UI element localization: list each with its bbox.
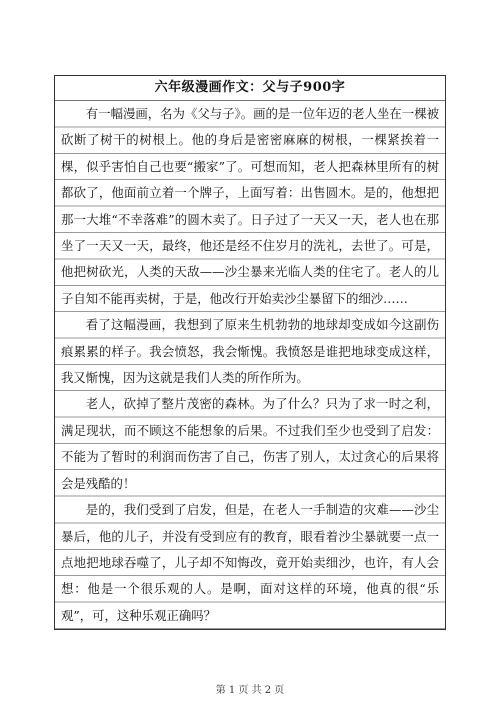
paragraph-4: 是的，我们受到了启发，但是，在老人一手制造的灾难——沙尘暴后，他的儿子，并没有受到应有的教育，眼看着沙尘暴就要一点一点地把地球吞噬了，儿子却不知悔改，竟开始卖细沙，也许，有人会想：他是一个很乐观的人。是啊，面对这样的环境，他真的很“乐观”，可，这种乐观正确吗？ (55, 497, 445, 629)
essay-sheet (54, 75, 446, 630)
essay-title: 六年级漫画作文：父与子900字 (55, 76, 445, 101)
paragraph-2: 看了这幅漫画，我想到了原来生机勃勃的地球却变成如今这副伤痕累累的样子。我会愤怒，我会惭愧。我愤怒是谁把地球变成这样，我又惭愧，因为这就是我们人类的所作所为。 (55, 312, 445, 391)
paragraph-3: 老人，砍掉了整片茂密的森林。为了什么？只为了求一时之利，满足现状，而不顾这不能想象的后果。不过我们至少也受到了启发：不能为了暂时的利润而伤害了自己，伤害了别人，太过贪心的后果将会是残酷的！ (55, 391, 445, 497)
paragraph-1: 有一幅漫画，名为《父与子》。画的是一位年迈的老人坐在一棵被砍断了树干的树根上。他的身后是密密麻麻的树根，一棵紧挨着一棵，似乎害怕自己也要“搬家”了。可想而知，老人把森林里所有的树都砍了，他面前立着一个牌子，上面写着：出售圆木。是的，他想把那一大堆“不幸落难”的圆木卖了。日子过了一天又一天，老人也在那坐了一天又一天，最终，他还是经不住岁月的洗礼，去世了。可是，他把树砍光，人类的天敌——沙尘暴来光临人类的住宅了。老人的儿子自知不能再卖树，于是，他改行开始卖沙尘暴留下的细沙…… (55, 101, 445, 312)
page-number: 第 1 页 共 2 页 (215, 685, 285, 696)
